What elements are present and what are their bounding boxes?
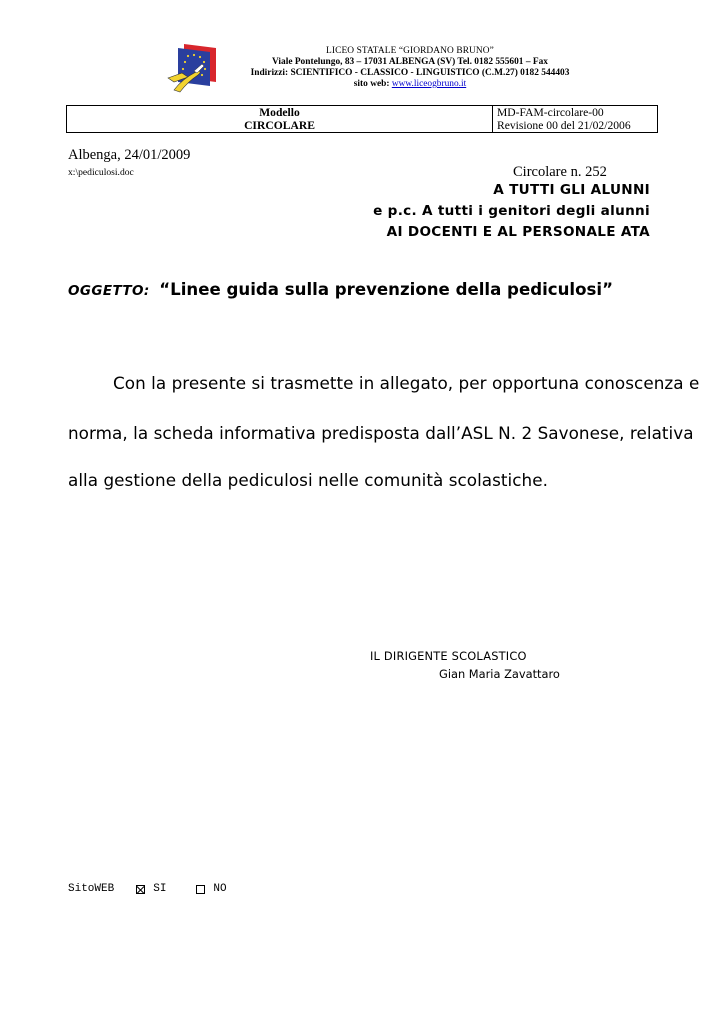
- sitoweb-label: SitoWEB: [68, 883, 115, 895]
- subject-label: OGGETTO:: [68, 283, 150, 299]
- model-type: CIRCOLARE: [244, 119, 315, 132]
- recipient-students: A TUTTI GLI ALUNNI: [493, 182, 650, 198]
- sitoweb-no-checkbox[interactable]: [196, 885, 205, 894]
- school-indirizzi: Indirizzi: SCIENTIFICO - CLASSICO - LINGUISTICO (C.M.27) 0182 544403: [250, 68, 570, 78]
- revision-info: Revisione 00 del 21/02/2006: [497, 119, 631, 132]
- sitoweb-yes-label: SI: [153, 883, 167, 895]
- file-reference: x:\pediculosi.doc: [68, 167, 134, 178]
- model-label: Modello: [259, 106, 300, 119]
- subject-title: “Linee guida sulla prevenzione della pediculosi”: [159, 280, 613, 299]
- revision-cell: [493, 106, 658, 133]
- sitoweb-no-label: NO: [213, 883, 227, 895]
- recipient-parents: e p.c. A tutti i genitori degli alunni: [373, 203, 650, 219]
- body-line-3: alla gestione della pediculosi nelle comunità scolastiche.: [68, 470, 548, 490]
- signature-role: IL DIRIGENTE SCOLASTICO: [370, 649, 527, 663]
- place-date: Albenga, 24/01/2009: [68, 147, 191, 163]
- sitoweb-yes-checkbox[interactable]: [136, 885, 145, 894]
- school-address: Viale Pontelungo, 83 – 17031 ALBENGA (SV) Tel. 0182 555601 – Fax: [272, 57, 548, 67]
- institution-name: LICEO STATALE “GIORDANO BRUNO”: [326, 46, 494, 56]
- subject-line: [68, 280, 613, 299]
- site-label: sito web:: [353, 79, 392, 89]
- model-cell: [67, 106, 493, 133]
- document-code: MD-FAM-circolare-00: [497, 106, 604, 119]
- body-line-2: norma, la scheda informativa predisposta dall’ASL N. 2 Savonese, relativa: [68, 423, 694, 443]
- model-table: [66, 105, 658, 133]
- circolare-number: Circolare n. 252: [513, 164, 607, 180]
- signature-name: Gian Maria Zavattaro: [439, 667, 560, 681]
- school-header: [200, 46, 620, 90]
- site-link[interactable]: www.liceogbruno.it: [391, 79, 467, 89]
- body-line-1: Con la presente si trasmette in allegato, per opportuna conoscenza e: [113, 373, 700, 393]
- recipient-staff: AI DOCENTI E AL PERSONALE ATA: [386, 224, 650, 240]
- sitoweb-footer: [68, 883, 227, 895]
